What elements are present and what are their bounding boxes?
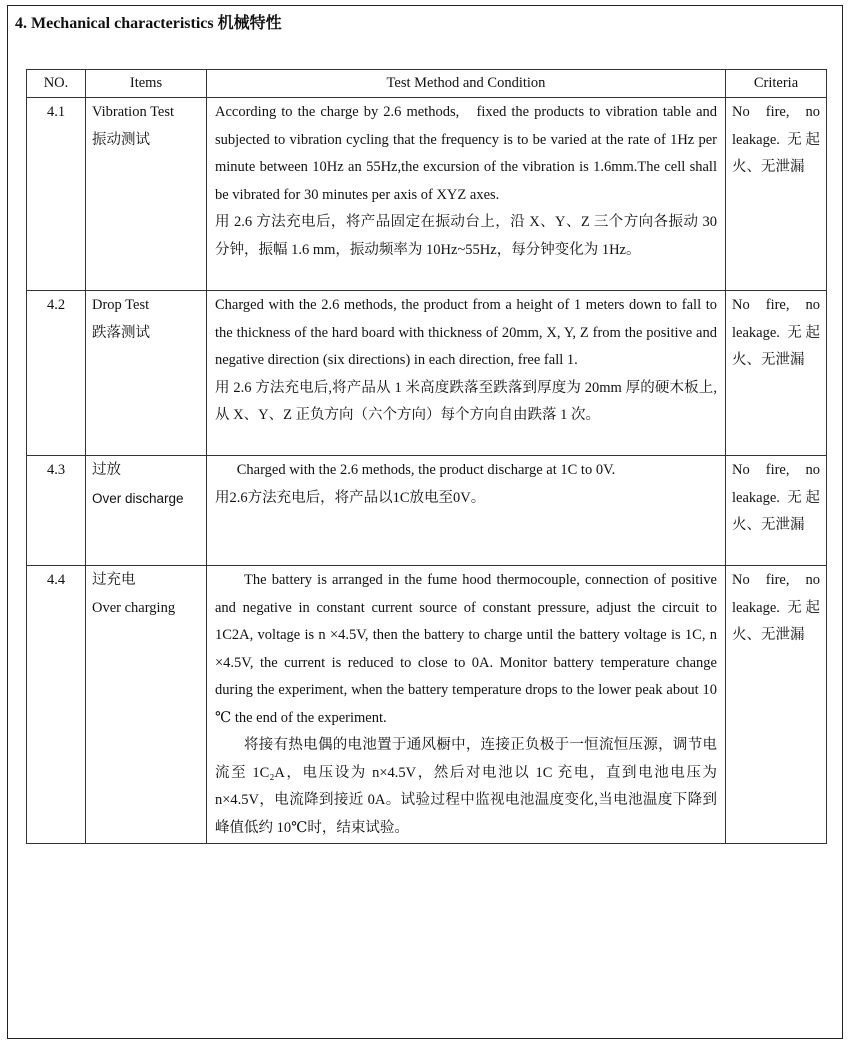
item-name-en: Over discharge [92, 490, 184, 506]
header-items: Items [86, 70, 207, 98]
item-name-cn: 跌落测试 [92, 324, 150, 341]
method-chinese: 用2.6方法充电后，将产品以1C放电至0V。 [215, 489, 486, 506]
item-name-cn: 过充电 [92, 572, 136, 588]
item-name-en: Drop Test [92, 297, 150, 313]
row-number: 4.4 [27, 566, 86, 844]
row-criteria: No fire, no leakage. 无起火、无泄漏 [726, 291, 827, 456]
row-item [86, 566, 207, 844]
row-criteria: No fire, no leakage. 无起火、无泄漏 [726, 98, 827, 291]
item-name-cn: 振动测试 [92, 131, 150, 148]
row-method [207, 566, 726, 844]
row-item [86, 291, 207, 456]
header-criteria: Criteria [726, 70, 827, 98]
row-method [207, 291, 726, 456]
section-title: 4. Mechanical characteristics 机械特性 [15, 15, 282, 32]
mechanical-characteristics-table [26, 69, 827, 844]
table-row [27, 456, 827, 566]
table-row [27, 98, 827, 291]
row-criteria: No fire, no leakage. 无起火、无泄漏 [726, 456, 827, 566]
method-chinese: 用 2.6 方法充电后，将产品固定在振动台上，沿 X、Y、Z 三个方向各振动 30 分钟，振幅 1.6 mm，振动频率为 10Hz~55Hz，每分钟变化为 1Hz。 [215, 214, 717, 258]
row-method [207, 98, 726, 291]
item-name-en: Over charging [92, 599, 176, 616]
header-method: Test Method and Condition [207, 70, 726, 98]
row-number: 4.1 [27, 98, 86, 291]
row-item [86, 98, 207, 291]
table-row [27, 291, 827, 456]
row-method [207, 456, 726, 566]
row-number: 4.3 [27, 456, 86, 566]
row-item [86, 456, 207, 566]
method-english: Charged with the 2.6 methods, the product discharge at 1C to 0V. [236, 462, 616, 478]
row-number: 4.2 [27, 291, 86, 456]
header-no: NO. [27, 70, 86, 98]
method-chinese: 用 2.6 方法充电后,将产品从 1 米高度跌落至跌落到厚度为 20mm 厚的硬木板上,从 X、Y、Z 正负方向（六个方向）每个方向自由跌落 1 次。 [215, 379, 717, 423]
method-chinese: 将接有热电偶的电池置于通风橱中，连接正负极于一恒流恒压源，调节电流至 1C₂A，电压设为 n×4.5V，然后对电池以 1C 充电，直到电池电压为 n×4.5V，电流降到接近 0A。试验过程中监视电池温度变化,当电池温度下降到峰值低约 10℃时，结束试验。 [215, 737, 717, 836]
item-name-cn: 过放 [92, 462, 121, 478]
method-english: The battery is arranged in the fume hood thermocouple, connection of positive and negative in constant current source of constant pressure, adjust the circuit to 1C2A, voltage is n ×4.5V, then the battery to charge until the battery voltage is 1C, n ×4.5V, the current is reduced to close to 0A. Monitor battery temperature change during the experiment, when the battery temperature drops to the lower peak about 10 ℃ the end of the experiment. [215, 572, 717, 726]
table-header-row [27, 70, 827, 98]
table-row [27, 566, 827, 844]
method-english: According to the charge by 2.6 methods, fixed the products to vibration table and subjected to vibration cycling that the frequency is to be varied at the rate of 1Hz per minute between 10Hz an 55Hz,the excursion of the vibration is 1.6mm.The cell shall be vibrated for 30 minutes per axis of XYZ axes. [215, 104, 717, 203]
row-criteria: No fire, no leakage. 无起火、无泄漏 [726, 566, 827, 844]
item-name-en: Vibration Test [92, 104, 175, 120]
method-english: Charged with the 2.6 methods, the product from a height of 1 meters down to fall to the thickness of the hard board with thickness of 20mm, X, Y, Z from the positive and negative direction (six directions) in each direction, free fall 1. [215, 297, 717, 368]
